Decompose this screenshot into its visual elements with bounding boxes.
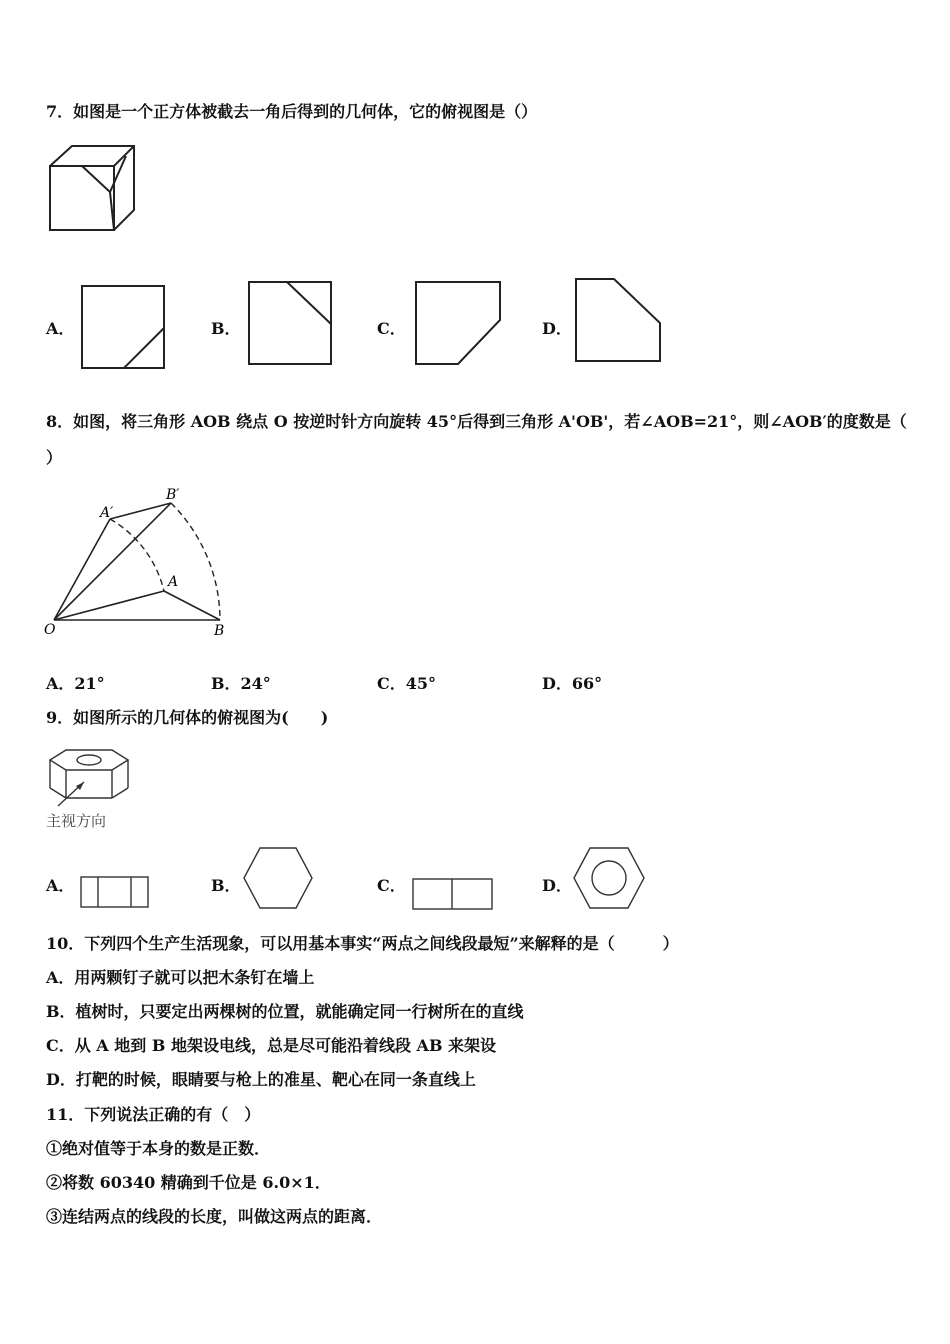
q9-option-d-figure <box>572 846 646 912</box>
q8-option-d: D．66° <box>542 674 603 693</box>
q8-label-a: A <box>168 574 179 590</box>
q8-option-b: B．24° <box>211 674 271 693</box>
q9-figure-caption: 主视方向 <box>46 812 107 830</box>
q8-label-a-prime: A′ <box>100 505 114 521</box>
q8-label-o: O <box>44 622 56 638</box>
q9-option-c-figure <box>412 878 494 912</box>
q8-rotation-figure <box>40 482 240 642</box>
q7-option-d-label: D． <box>542 319 572 338</box>
q9-option-a-figure <box>80 876 150 910</box>
q7-option-c-label: C． <box>377 319 406 338</box>
q9-stem: 9．如图所示的几何体的俯视图为( ) <box>46 708 329 727</box>
q9-option-b-figure <box>242 846 314 912</box>
q7-stem: 7．如图是一个正方体被截去一角后得到的几何体，它的俯视图是（） <box>46 102 538 121</box>
q11-item-1: ①绝对值等于本身的数是正数． <box>46 1139 271 1158</box>
q9-hex-nut-figure <box>44 748 144 834</box>
q9-option-c-label: C． <box>377 876 406 895</box>
q7-option-d-figure <box>574 277 666 365</box>
q10-option-b: B．植树时，只要定出两棵树的位置，就能确定同一行树所在的直线 <box>46 1002 524 1021</box>
q7-option-a-label: A． <box>46 319 75 338</box>
q9-option-a-label: A． <box>46 876 75 895</box>
q10-option-a: A．用两颗钉子就可以把木条钉在墙上 <box>46 968 315 987</box>
q7-option-a-figure <box>80 284 168 372</box>
q11-item-2: ②将数 60340 精确到千位是 6.0×1． <box>46 1173 331 1192</box>
q10-option-d: D．打靶的时候，眼睛要与枪上的准星、靶心在同一条直线上 <box>46 1070 476 1089</box>
q8-stem-continued: ） <box>46 448 63 467</box>
q7-cube-figure <box>46 144 138 234</box>
q7-option-b-figure <box>247 280 335 368</box>
q7-option-c-figure <box>414 280 504 368</box>
q11-stem: 11．下列说法正确的有（ ） <box>46 1105 261 1124</box>
q10-stem: 10．下列四个生产生活现象，可以用基本事实“两点之间线段最短”来解释的是（ ） <box>46 934 679 953</box>
q9-option-b-label: B． <box>211 876 241 895</box>
q8-label-b: B <box>214 623 225 639</box>
q10-option-c: C．从 A 地到 B 地架设电线，总是尽可能沿着线段 AB 来架设 <box>46 1036 497 1055</box>
q11-item-3: ③连结两点的线段的长度，叫做这两点的距离． <box>46 1207 383 1226</box>
q8-label-b-prime: B′ <box>166 487 180 503</box>
q8-stem: 8．如图，将三角形 AOB 绕点 O 按逆时针方向旋转 45°后得到三角形 A'OB'，若∠AOB=21°，则∠AOB′的度数是（ <box>46 412 907 431</box>
q8-option-c: C．45° <box>377 674 437 693</box>
q7-option-b-label: B． <box>211 319 241 338</box>
q9-option-d-label: D． <box>542 876 572 895</box>
q8-option-a: A．21° <box>46 674 105 693</box>
